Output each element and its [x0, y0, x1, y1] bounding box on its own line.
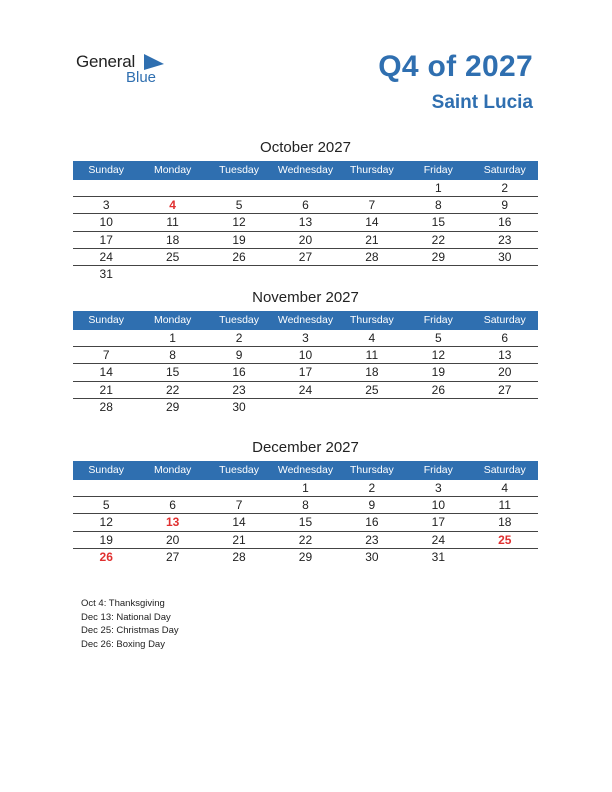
day-cell: 31	[431, 549, 445, 564]
day-cell: 9	[235, 348, 243, 363]
month-grid	[73, 180, 538, 283]
week-row	[73, 249, 538, 266]
weekday-label: Monday	[153, 164, 192, 176]
day-cell: 23	[498, 232, 512, 247]
month-title: December 2027	[252, 439, 359, 456]
day-cell: 6	[169, 498, 176, 513]
day-cell: 22	[165, 382, 180, 397]
empty-day-cell	[73, 330, 139, 346]
day-cell: 19	[232, 232, 246, 247]
empty-day-cell	[206, 266, 272, 283]
empty-day-cell	[472, 549, 538, 566]
day-cell: 24	[99, 249, 113, 264]
day-cell: 23	[232, 382, 246, 397]
empty-day-cell	[272, 266, 338, 283]
day-cell: 17	[99, 232, 113, 247]
day-cell: 19	[431, 365, 445, 380]
day-cell: 21	[232, 532, 246, 547]
logo-flag-icon	[144, 54, 164, 70]
day-cell: 17	[431, 515, 445, 530]
day-cell: 6	[302, 198, 309, 213]
month-title: October 2027	[260, 139, 351, 156]
empty-day-cell	[73, 180, 139, 196]
empty-day-cell	[339, 180, 405, 196]
day-cell: 1	[169, 331, 176, 345]
day-cell: 17	[298, 365, 313, 380]
weekday-label: Friday	[423, 164, 453, 176]
day-cell: 30	[365, 549, 379, 564]
day-cell: 14	[99, 365, 113, 380]
week-row	[73, 347, 538, 364]
day-cell: 7	[102, 348, 110, 363]
page-title: Q4 of 2027	[378, 50, 533, 83]
empty-day-cell	[139, 180, 205, 196]
day-cell: 30	[498, 249, 512, 264]
day-cell: 18	[365, 365, 379, 380]
month-title: November 2027	[252, 289, 359, 306]
day-cell: 20	[498, 365, 512, 380]
day-cell: 4	[169, 198, 176, 213]
holiday-note: Dec 13: National Day	[81, 611, 171, 623]
day-cell: 15	[298, 515, 313, 530]
day-cell: 25	[498, 532, 512, 547]
weekday-header	[73, 311, 538, 330]
day-cell: 1	[302, 481, 309, 495]
day-cell: 15	[165, 365, 180, 380]
day-cell: 27	[298, 249, 313, 264]
day-cell: 8	[434, 198, 442, 213]
week-row	[73, 197, 538, 214]
day-cell: 29	[165, 399, 180, 414]
logo-text-general: General	[76, 52, 136, 71]
day-cell: 21	[365, 232, 379, 247]
day-cell: 20	[298, 232, 313, 247]
weekday-header	[73, 461, 538, 480]
weekday-label: Tuesday	[219, 164, 259, 176]
weekday-label: Tuesday	[219, 314, 259, 326]
day-cell: 14	[365, 215, 379, 230]
weekday-label: Sunday	[88, 314, 125, 326]
day-cell: 8	[169, 348, 176, 363]
week-row	[73, 214, 538, 231]
day-cell: 25	[165, 249, 180, 264]
day-cell: 26	[431, 382, 445, 397]
day-cell: 13	[498, 348, 512, 363]
day-cell: 24	[431, 532, 445, 547]
day-cell: 3	[302, 331, 309, 345]
day-cell: 12	[99, 515, 113, 530]
day-cell: 5	[235, 198, 243, 213]
day-cell: 22	[298, 532, 313, 547]
day-cell: 14	[232, 515, 246, 530]
day-cell: 13	[165, 515, 180, 530]
day-cell: 22	[431, 232, 445, 247]
empty-day-cell	[206, 180, 272, 196]
empty-day-cell	[405, 399, 471, 416]
weekday-label: Thursday	[350, 314, 394, 326]
day-cell: 7	[235, 498, 243, 513]
month-calendar-december	[73, 437, 538, 566]
weekday-label: Thursday	[350, 164, 394, 176]
day-cell: 25	[365, 382, 379, 397]
weekday-label: Wednesday	[277, 164, 334, 176]
day-cell: 20	[165, 532, 180, 547]
empty-day-cell	[272, 180, 338, 196]
day-cell: 24	[298, 382, 313, 397]
day-cell: 4	[368, 331, 376, 345]
month-grid	[73, 330, 538, 416]
day-cell: 16	[498, 215, 512, 230]
holiday-notes	[81, 597, 179, 651]
day-cell: 2	[368, 481, 376, 495]
day-cell: 4	[501, 481, 509, 495]
empty-day-cell	[405, 266, 471, 283]
day-cell: 9	[501, 198, 509, 213]
week-row	[73, 399, 538, 416]
empty-day-cell	[73, 480, 139, 496]
day-cell: 2	[235, 331, 243, 345]
day-cell: 18	[498, 515, 512, 530]
empty-day-cell	[139, 480, 205, 496]
empty-day-cell	[206, 480, 272, 496]
week-row	[73, 497, 538, 514]
day-cell: 23	[365, 532, 379, 547]
week-row	[73, 180, 538, 197]
day-cell: 29	[431, 249, 445, 264]
day-cell: 13	[298, 215, 313, 230]
day-cell: 5	[102, 498, 110, 513]
day-cell: 15	[431, 215, 445, 230]
weekday-label: Sunday	[88, 464, 125, 476]
day-cell: 2	[501, 181, 509, 195]
logo-text-blue: Blue	[126, 69, 157, 86]
day-cell: 12	[232, 215, 246, 230]
week-row	[73, 266, 538, 283]
week-row	[73, 232, 538, 249]
weekday-label: Saturday	[483, 164, 526, 176]
day-cell: 9	[368, 498, 376, 513]
empty-day-cell	[139, 266, 205, 283]
empty-day-cell	[339, 399, 405, 416]
country-name: Saint Lucia	[431, 92, 533, 113]
day-cell: 11	[166, 215, 179, 230]
week-row	[73, 480, 538, 497]
day-cell: 8	[302, 498, 309, 513]
day-cell: 28	[365, 249, 379, 264]
weekday-label: Sunday	[88, 164, 125, 176]
day-cell: 10	[298, 348, 313, 363]
day-cell: 12	[431, 348, 445, 363]
month-grid	[73, 480, 538, 566]
day-cell: 28	[232, 549, 246, 564]
day-cell: 10	[99, 215, 113, 230]
day-cell: 26	[99, 549, 113, 564]
day-cell: 19	[99, 532, 113, 547]
week-row	[73, 330, 538, 347]
day-cell: 11	[498, 498, 511, 513]
weekday-label: Thursday	[350, 464, 394, 476]
empty-day-cell	[272, 399, 338, 416]
day-cell: 10	[431, 498, 445, 513]
weekday-label: Tuesday	[219, 464, 259, 476]
week-row	[73, 514, 538, 531]
week-row	[73, 364, 538, 381]
empty-day-cell	[472, 399, 538, 416]
empty-day-cell	[339, 266, 405, 283]
week-row	[73, 382, 538, 399]
day-cell: 29	[298, 549, 313, 564]
day-cell: 11	[365, 348, 379, 363]
month-calendar-november	[73, 287, 538, 416]
weekday-label: Saturday	[483, 464, 526, 476]
day-cell: 26	[232, 249, 246, 264]
day-cell: 7	[368, 198, 376, 213]
day-cell: 30	[232, 399, 246, 414]
week-row	[73, 532, 538, 549]
day-cell: 3	[102, 198, 110, 213]
week-row	[73, 549, 538, 566]
day-cell: 28	[99, 399, 113, 414]
holiday-note: Dec 26: Boxing Day	[81, 638, 165, 650]
day-cell: 16	[365, 515, 379, 530]
day-cell: 6	[501, 331, 509, 345]
month-calendar-october	[73, 137, 538, 283]
holiday-note: Dec 25: Christmas Day	[81, 625, 179, 636]
weekday-label: Friday	[423, 314, 453, 326]
day-cell: 1	[434, 181, 442, 195]
weekday-label: Wednesday	[277, 314, 334, 326]
holiday-note: Oct 4: Thanksgiving	[81, 598, 165, 609]
day-cell: 16	[232, 365, 246, 380]
day-cell: 21	[99, 382, 113, 397]
weekday-label: Friday	[423, 464, 453, 476]
day-cell: 27	[165, 549, 180, 564]
weekday-label: Monday	[153, 314, 192, 326]
day-cell: 27	[498, 382, 512, 397]
day-cell: 5	[434, 331, 442, 345]
weekday-header	[73, 161, 538, 180]
day-cell: 31	[99, 266, 113, 281]
day-cell: 3	[434, 481, 442, 495]
empty-day-cell	[472, 266, 538, 283]
weekday-label: Wednesday	[277, 464, 334, 476]
day-cell: 18	[165, 232, 180, 247]
generalblue-logo	[76, 52, 176, 88]
weekday-label: Monday	[153, 464, 192, 476]
weekday-label: Saturday	[483, 314, 526, 326]
